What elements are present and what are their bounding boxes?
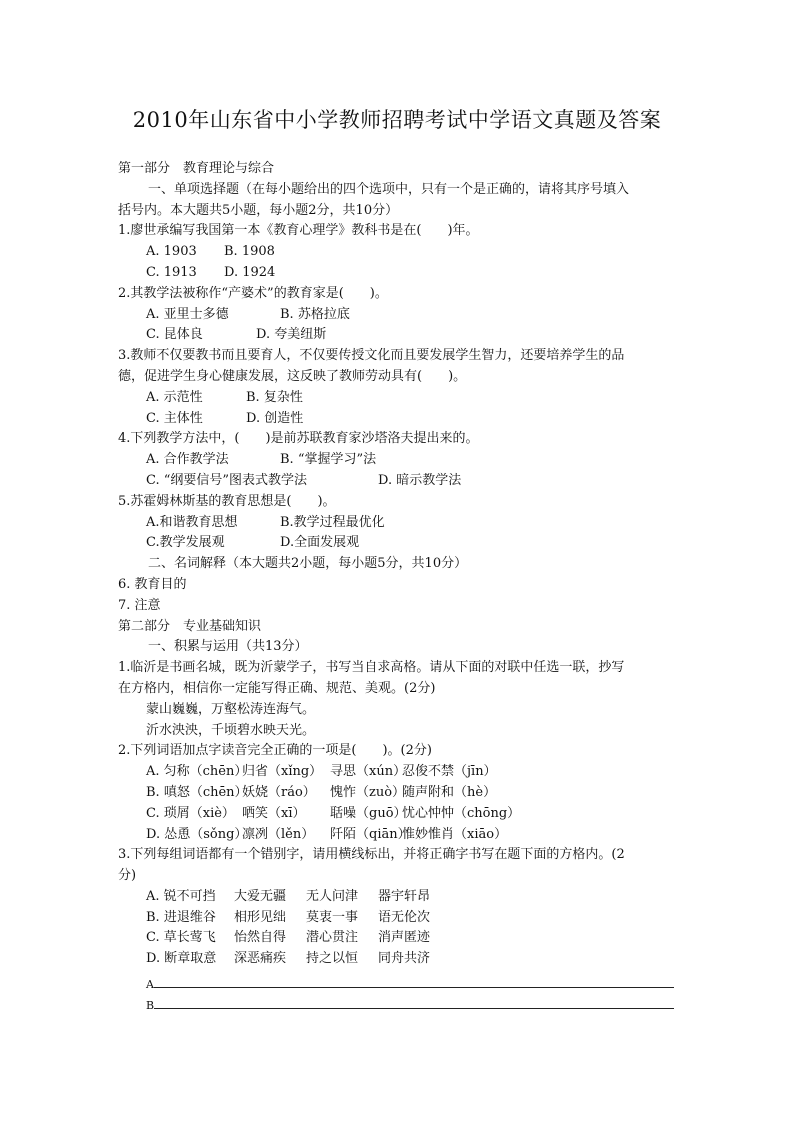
answer-label-b: B xyxy=(146,998,155,1012)
word: D. 怂恿（sǒng） xyxy=(146,826,248,842)
word: 凛冽（lěn） xyxy=(242,826,315,842)
p2-question-2-option-d xyxy=(118,825,678,846)
word: 消声匿迹 xyxy=(378,930,431,946)
question-2-options-cd xyxy=(118,325,678,346)
section-accumulation: 一、积累与运用（共13分） xyxy=(148,639,308,655)
option-d: D.全面发展观 xyxy=(280,535,360,551)
option-b: B. 复杂性 xyxy=(246,389,303,405)
word: 怡然自得 xyxy=(234,930,287,946)
option-a: A. 亚里士多德 xyxy=(146,306,229,322)
word: D. 断章取意 xyxy=(146,951,217,967)
part1-heading: 第一部分 教育理论与综合 xyxy=(118,161,275,176)
question-3-options-cd xyxy=(118,409,678,430)
option-c: C. 1913 xyxy=(146,264,197,280)
section-single-choice-cont: 括号内。本大题共5小题，每小题2分，共10分） xyxy=(118,202,399,218)
p2-question-3-stem-cont: 分) xyxy=(118,868,137,884)
word: 忍俊不禁（jīn） xyxy=(402,764,497,780)
word: 器宇轩昂 xyxy=(378,888,431,904)
question-4-stem: 4.下列教学方法中，( )是前苏联教育家沙塔洛夫提出来的。 xyxy=(118,431,479,447)
p2-question-3-option-d xyxy=(118,949,678,970)
option-d: D. 创造性 xyxy=(246,410,304,426)
option-a: A. 示范性 xyxy=(146,389,203,405)
word: 聒噪（guō） xyxy=(330,805,407,821)
section-single-choice: 一、单项选择题（在每小题给出的四个选项中，只有一个是正确的，请将其序号填入 xyxy=(148,181,630,197)
p2-question-2-option-c xyxy=(118,804,678,825)
word: 随声附和（hè） xyxy=(402,784,497,800)
word: 阡陌（qiān） xyxy=(330,826,411,842)
word: 持之以恒 xyxy=(306,951,359,967)
question-4-options-ab xyxy=(118,450,678,471)
word: B. 进退维谷 xyxy=(146,909,216,925)
option-c: C. 昆体良 xyxy=(146,327,203,343)
word: 潜心贯注 xyxy=(306,930,359,946)
answer-line-a[interactable] xyxy=(118,970,678,991)
question-5-options-ab xyxy=(118,513,678,534)
answer-rule xyxy=(154,987,674,988)
question-3-options-ab xyxy=(118,388,678,409)
option-a: A. 1903 xyxy=(146,244,197,260)
word: 无人问津 xyxy=(306,888,359,904)
word: 忧心忡忡（chōng） xyxy=(402,805,521,821)
word: 同舟共济 xyxy=(378,951,431,967)
question-2-options-ab xyxy=(118,305,678,326)
option-a: A.和谐教育思想 xyxy=(146,514,238,530)
word: 归省（xǐng） xyxy=(242,764,323,780)
option-c: C. “纲要信号”图表式教学法 xyxy=(146,472,308,488)
option-c: C.教学发展观 xyxy=(146,535,225,551)
option-d: D. 1924 xyxy=(224,264,276,280)
option-b: B. 1908 xyxy=(224,244,275,260)
word: 大爱无疆 xyxy=(234,888,287,904)
question-1-options-cd xyxy=(118,263,678,284)
word: B. 嗔怒（chēn） xyxy=(146,784,248,800)
option-a: A. 合作教学法 xyxy=(146,452,229,468)
p2-question-3-stem: 3.下列每组词语都有一个错别字，请用横线标出，并将正确字书写在题下面的方格内。(2 xyxy=(118,847,625,863)
option-c: C. 主体性 xyxy=(146,410,203,426)
word: A. 锐不可挡 xyxy=(146,888,216,904)
option-d: D. 暗示教学法 xyxy=(378,472,462,488)
couplet-line-2: 沂水泱泱，千顷碧水映天光。 xyxy=(146,722,316,738)
p2-question-2-option-a xyxy=(118,762,678,783)
p2-question-2-stem: 2.下列词语加点字读音完全正确的一项是( )。(2分) xyxy=(118,743,432,759)
answer-rule xyxy=(154,1008,674,1009)
p2-question-3-option-b xyxy=(118,908,678,929)
question-5-options-cd xyxy=(118,533,678,554)
p2-question-3-option-c xyxy=(118,928,678,949)
option-b: B. “掌握学习”法 xyxy=(280,452,377,468)
question-2-stem: 2.其教学法被称作“产婆术”的教育家是( )。 xyxy=(118,285,388,301)
document-title: 2010年山东省中小学教师招聘考试中学语文真题及答案 xyxy=(132,108,662,132)
question-1-options-ab xyxy=(118,242,678,263)
word: 愧怍（zuò） xyxy=(330,784,406,800)
word: C. 草长莺飞 xyxy=(146,930,216,946)
word: A. 匀称（chēn） xyxy=(146,764,248,780)
answer-label-a: A xyxy=(146,977,154,991)
question-5-stem: 5.苏霍姆林斯基的教育思想是( )。 xyxy=(118,493,336,509)
word: 语无伦次 xyxy=(378,909,431,925)
p2-question-1-stem-cont: 在方格内，相信你一定能写得正确、规范、美观。(2分) xyxy=(118,680,436,696)
couplet-line-1: 蒙山巍巍，万壑松涛连海气。 xyxy=(146,701,316,717)
option-b: B. 苏格拉底 xyxy=(280,306,350,322)
section-terms: 二、名词解释（本大题共2小题，每小题5分，共10分） xyxy=(148,556,468,572)
word: 惟妙惟肖（xiāo） xyxy=(402,826,508,842)
word: C. 琐屑（xiè） xyxy=(146,805,235,821)
word: 相形见绌 xyxy=(234,909,287,925)
question-1-stem: 1.廖世承编写我国第一本《教育心理学》教科书是在( )年。 xyxy=(118,223,479,239)
option-d: D. 夸美纽斯 xyxy=(256,327,327,343)
word: 莫衷一事 xyxy=(306,909,359,925)
question-3-stem-cont: 德，促进学生身心健康发展，这反映了教师劳动具有( )。 xyxy=(118,368,467,384)
word: 哂笑（xī） xyxy=(242,805,306,821)
p2-question-3-option-a xyxy=(118,887,678,908)
question-3-stem: 3.教师不仅要教书而且要育人，不仅要传授文化而且要发展学生智力，还要培养学生的品 xyxy=(118,348,625,364)
answer-line-b[interactable] xyxy=(118,991,678,1012)
word: 寻思（xún） xyxy=(330,764,407,780)
word: 妖娆（ráo） xyxy=(242,784,316,800)
word: 深恶痛疾 xyxy=(234,951,287,967)
option-b: B.教学过程最优化 xyxy=(280,514,385,530)
question-4-options-cd xyxy=(118,471,678,492)
part2-heading: 第二部分 专业基础知识 xyxy=(118,618,262,634)
document-body xyxy=(118,159,678,1012)
question-6: 6. 教育目的 xyxy=(118,576,187,592)
p2-question-2-option-b xyxy=(118,783,678,804)
p2-question-1-stem: 1.临沂是书画名城，既为沂蒙学子，书写当自求高格。请从下面的对联中任选一联，抄写 xyxy=(118,660,625,676)
question-7: 7. 注意 xyxy=(118,597,161,613)
